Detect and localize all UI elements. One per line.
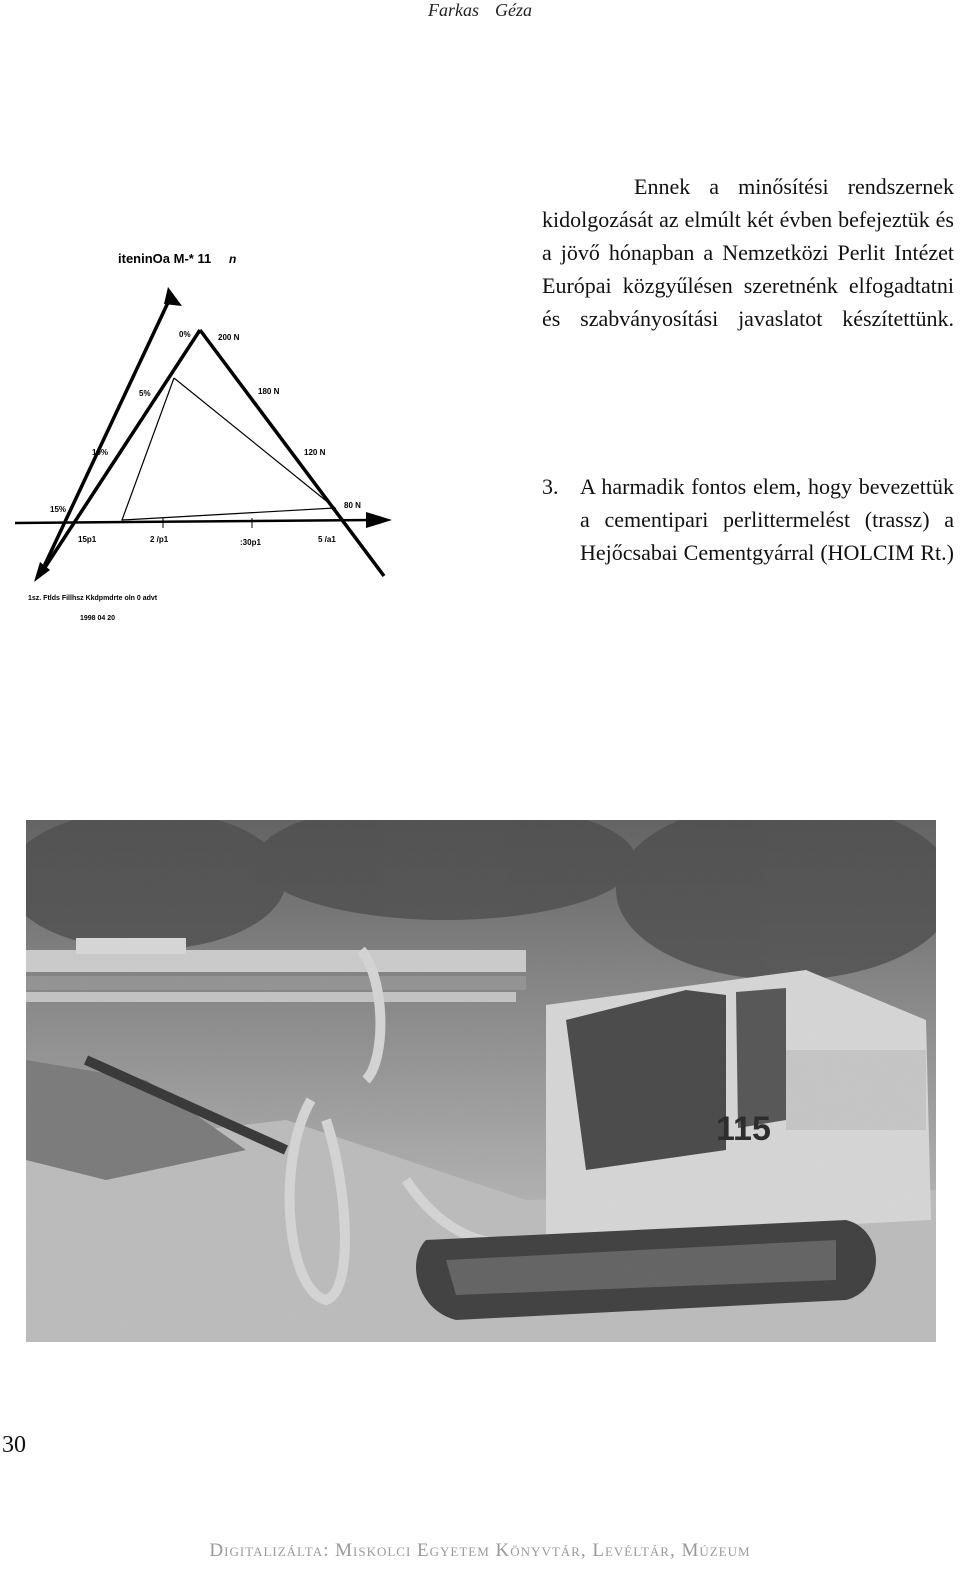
left-label-2: 5%	[139, 389, 151, 398]
page-header	[0, 0, 960, 21]
list-item-3-number: 3.	[542, 474, 559, 499]
left-top-arrowhead	[164, 287, 182, 306]
photo-cab-marking: 115	[716, 1110, 771, 1148]
author-first-name: Farkas	[428, 0, 479, 20]
intro-paragraph	[542, 170, 954, 368]
author-last-name: Géza	[495, 0, 532, 20]
bottom-label-2: 2 /p1	[150, 535, 169, 544]
paragraph-1-text: Ennek a minősítési rendszernek kidolgozását az elmúlt két évben befejeztük és a jövő hónapban a Nemzetközi Perlit Intézet Európai közgyűlésen szeretnénk elfogadtatni és szabványosítási javaslatot készítettünk.	[542, 174, 954, 331]
right-label-4: 80 N	[344, 501, 361, 510]
bottom-label-1: 15p1	[78, 535, 97, 544]
bottom-label-3: :30p1	[240, 538, 261, 547]
right-axis-line	[200, 330, 384, 576]
bottom-axis-line	[15, 520, 372, 523]
diagram-caption-line-1: 1sz. Ftlds Fillhsz Kkdpmdrte oln 0 advt	[28, 595, 158, 602]
cross-axis-line	[40, 330, 200, 575]
right-label-1: 200 N	[218, 333, 240, 342]
left-label-4: 15%	[50, 505, 67, 514]
diagram-title-text: iteninOa M-* 11	[118, 251, 212, 266]
bottom-label-4: 5 /a1	[318, 535, 336, 544]
page-number: 30	[2, 1432, 26, 1458]
triangle-diagram	[0, 230, 400, 630]
right-label-2: 180 N	[258, 387, 280, 396]
left-label-1: 0%	[179, 330, 191, 339]
list-item-3	[542, 470, 954, 602]
diagram-title	[118, 251, 236, 266]
list-item-3-text: A harmadik fontos elem, hogy bevezettük a cementipari perlittermelést (trassz) a Hejőcsabai Cementgyárral (HOLCIM Rt.)	[580, 474, 954, 565]
left-label-3: 10%	[92, 448, 109, 457]
bottom-arrowhead	[366, 512, 392, 528]
photo-grain	[26, 820, 936, 1342]
left-axis-line	[40, 294, 172, 575]
right-label-3: 120 N	[304, 448, 326, 457]
digitization-footer: Digitalizálta: Miskolci Egyetem Könyvtár, Levéltár, Múzeum	[209, 1540, 751, 1561]
drilling-machine-photo	[26, 820, 936, 1342]
diagram-caption-line-2: 1998 04 20	[80, 615, 116, 622]
diagram-title-suffix: n	[229, 252, 237, 266]
